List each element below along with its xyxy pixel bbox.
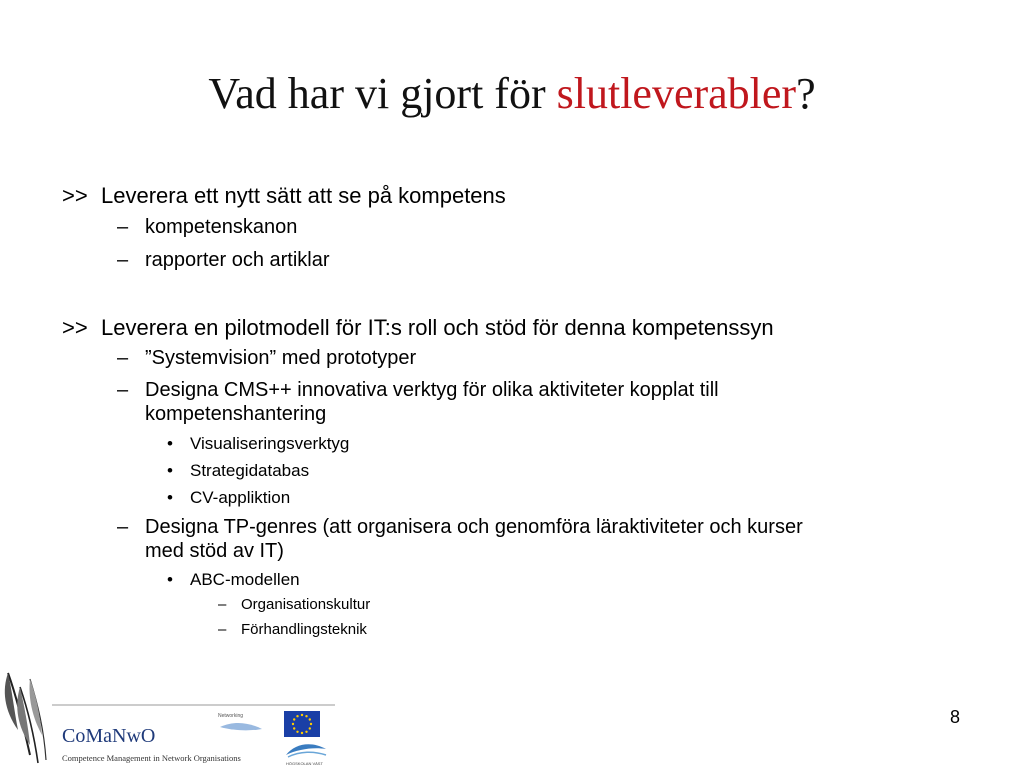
dash-marker: – — [117, 516, 129, 538]
list-item: Designa TP-genres (att organisera och genomföra läraktiviteter och kurser — [145, 516, 803, 538]
list-item: Designa CMS++ innovativa verktyg för olika aktiviteter kopplat till — [145, 379, 719, 401]
bullet-item: Visualiseringsverktyg — [190, 434, 350, 453]
dash-marker: – — [117, 249, 129, 271]
bullet-item: CV-appliktion — [190, 488, 291, 507]
dash-marker: – — [117, 347, 129, 369]
dash-marker: – — [218, 596, 227, 613]
section-1-heading: Leverera ett nytt sätt att se på kompetens — [101, 183, 506, 208]
list-item-continuation: med stöd av IT) — [145, 540, 284, 562]
list-item: ”Systemvision” med prototyper — [145, 347, 417, 369]
bullet-marker: • — [167, 488, 173, 507]
footer-logo-group — [0, 665, 345, 768]
feather-quill-icon — [5, 673, 46, 763]
hogskolan-vast-caption: HÖGSKOLAN VÄST — [286, 761, 323, 766]
bullet-marker: • — [167, 570, 173, 589]
bullet-item: ABC-modellen — [190, 570, 300, 589]
bullet-item: Strategidatabas — [190, 461, 310, 480]
list-item: rapporter och artiklar — [145, 249, 330, 271]
slide-number: 8 — [950, 707, 961, 727]
eu-flag-icon — [284, 711, 320, 737]
bullet-marker: • — [167, 461, 173, 480]
title-question-mark: ? — [796, 69, 816, 118]
title-text: Vad har vi gjort för — [208, 69, 557, 118]
title-accent-word: slutleverabler — [556, 69, 797, 118]
bullet-marker: • — [167, 434, 173, 453]
sub-item: Förhandlingsteknik — [241, 621, 367, 638]
dash-marker: – — [117, 379, 129, 401]
comanwo-tagline: Competence Management in Network Organisations — [62, 753, 241, 763]
dash-marker: – — [218, 621, 227, 638]
comanwo-logo-text: CoMaNwO — [62, 725, 156, 747]
list-item-continuation: kompetenshantering — [145, 403, 327, 425]
partner-small-label: Networking — [218, 713, 244, 719]
sub-item: Organisationskultur — [241, 596, 371, 613]
hogskolan-vast-logo-icon — [286, 744, 326, 757]
section-2-heading: Leverera en pilotmodell för IT:s roll och stöd för denna kompetenssyn — [101, 315, 774, 340]
dash-marker: – — [117, 216, 129, 238]
section-1-marker: >> — [62, 183, 88, 208]
section-2-marker: >> — [62, 315, 88, 340]
list-item: kompetenskanon — [145, 216, 298, 238]
